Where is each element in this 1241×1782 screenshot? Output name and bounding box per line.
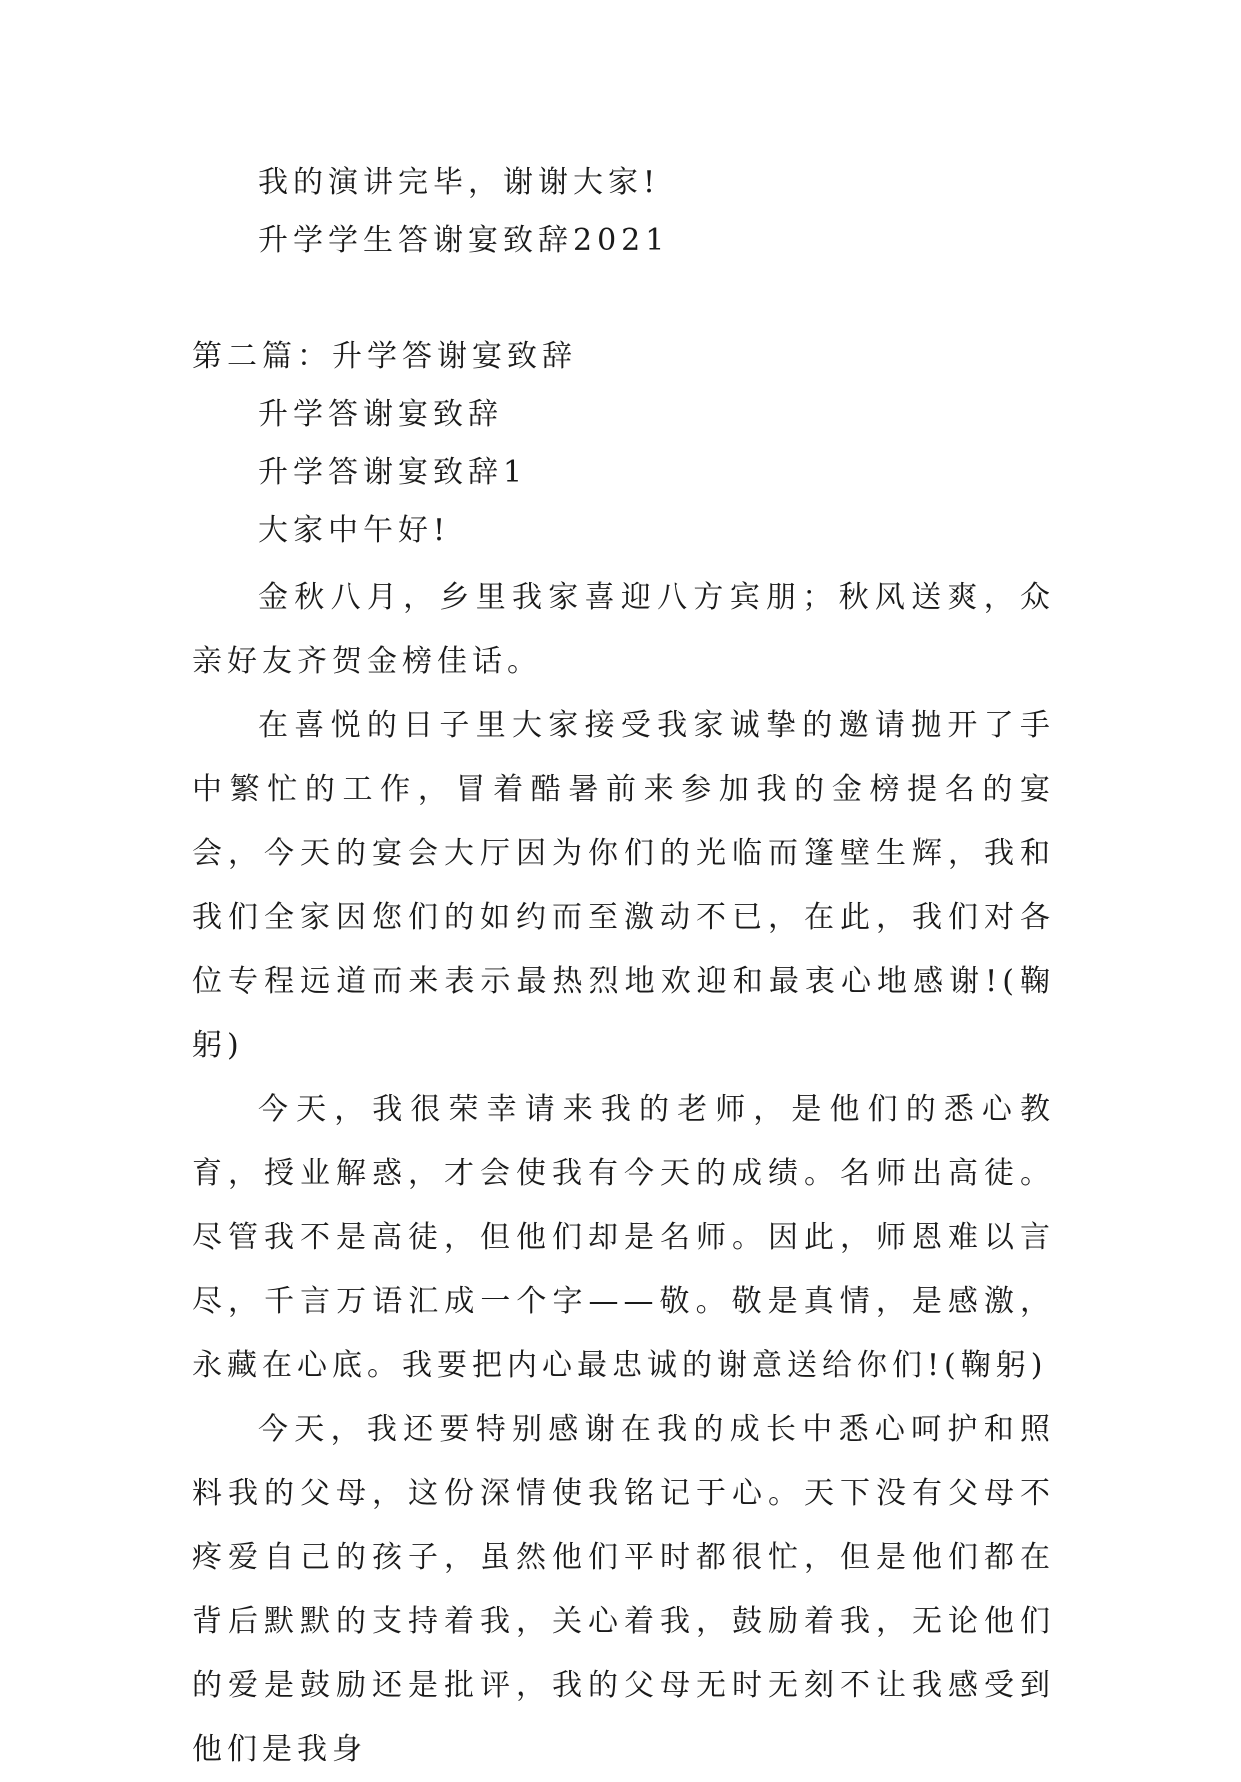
paragraph: 今天，我还要特别感谢在我的成长中悉心呵护和照料我的父母，这份深情使我铭记于心。天下没有父母不疼爱自己的孩子，虽然他们平时都很忙，但是他们都在背后默默的支持着我，关心着我，鼓励着我，无论他们的爱是鼓励还是批评，我的父母无时无刻不让我感受到他们是我身 bbox=[192, 1412, 1055, 1767]
chapter-heading: 第二篇：升学答谢宴致辞 bbox=[192, 339, 577, 374]
greeting: 大家中午好! bbox=[258, 513, 451, 548]
paragraph: 今天，我很荣幸请来我的老师，是他们的悉心教育，授业解惑，才会使我有今天的成绩。名师出高徒。尽管我不是高徒，但他们却是名师。因此，师恩难以言尽，千言万语汇成一个字——敬。敬是真情，是感激，永藏在心底。我要把内心最忠诚的谢意送给你们!(鞠躬) bbox=[192, 1092, 1055, 1383]
subheading-numbered: 升学答谢宴致辞1 bbox=[258, 455, 528, 490]
document-body bbox=[192, 154, 1055, 1782]
paragraph: 金秋八月，乡里我家喜迎八方宾朋；秋风送爽，众亲好友齐贺金榜佳话。 bbox=[192, 580, 1055, 679]
paragraph: 在喜悦的日子里大家接受我家诚挚的邀请抛开了手中繁忙的工作，冒着酷暑前来参加我的金榜提名的宴会，今天的宴会大厅因为你们的光临而篷壁生辉，我和我们全家因您们的如约而至激动不已，在此，我们对各位专程远道而来表示最热烈地欢迎和最衷心地感谢!(鞠躬) bbox=[192, 708, 1055, 1063]
closing-line: 我的演讲完毕，谢谢大家! bbox=[258, 165, 661, 200]
section-title: 升学学生答谢宴致辞2021 bbox=[258, 223, 670, 258]
subheading: 升学答谢宴致辞 bbox=[258, 397, 503, 432]
blank-line bbox=[192, 270, 1055, 328]
